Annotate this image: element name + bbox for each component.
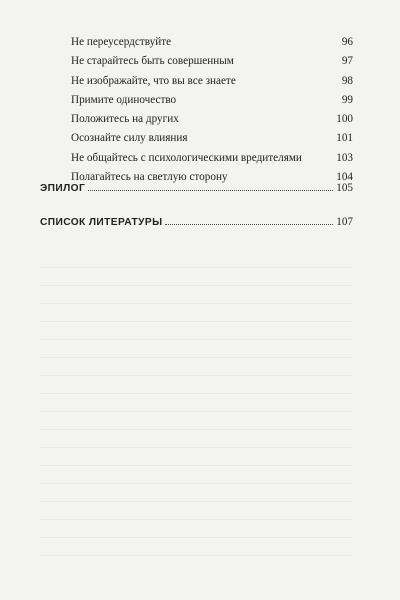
toc-entry-title: Не переусердствуйте	[71, 36, 172, 48]
toc-entry-title: Осознайте силу влияния	[71, 132, 188, 145]
toc-entry	[71, 132, 353, 151]
toc-entry	[71, 75, 353, 94]
toc-chapter-epilogue	[40, 182, 353, 194]
toc-entry-title: Полагайтесь на светлую сторону	[71, 171, 228, 184]
toc-entry	[71, 113, 353, 132]
toc-chapter-title: СПИСОК ЛИТЕРАТУРЫ	[40, 217, 163, 228]
toc-chapter-references	[40, 216, 353, 228]
dot-leader	[88, 190, 333, 191]
toc-chapter-page: 105	[336, 182, 353, 194]
toc-entry	[71, 94, 353, 113]
toc-entry	[71, 152, 353, 171]
toc-chapter-page: 107	[336, 216, 353, 228]
toc-entry-page: 100	[336, 113, 353, 126]
toc-entry-page: 99	[341, 93, 353, 106]
toc-entry-page: 103	[336, 151, 353, 164]
show-through-texture	[40, 250, 353, 590]
toc-entry-page: 98	[341, 74, 353, 87]
toc-entry	[71, 55, 353, 74]
toc-entry-page: 96	[341, 36, 353, 48]
toc-entry-title: Примите одиночество	[71, 93, 177, 106]
toc-entry-page: 97	[341, 55, 353, 68]
dot-leader	[165, 224, 333, 225]
toc-entry-page: 101	[336, 132, 353, 145]
toc-entry-page: 104	[336, 171, 353, 184]
toc-entry	[71, 36, 353, 55]
toc-entry-title: Не изображайте, что вы все знаете	[71, 74, 236, 87]
toc-subsection-list	[71, 36, 353, 190]
toc-entry-title: Не общайтесь с психологическими вредителями	[71, 151, 302, 164]
toc-entry-title: Не старайтесь быть совершенным	[71, 55, 234, 68]
toc-chapter-title: ЭПИЛОГ	[40, 183, 86, 194]
toc-entry-title: Положитесь на других	[71, 113, 179, 126]
